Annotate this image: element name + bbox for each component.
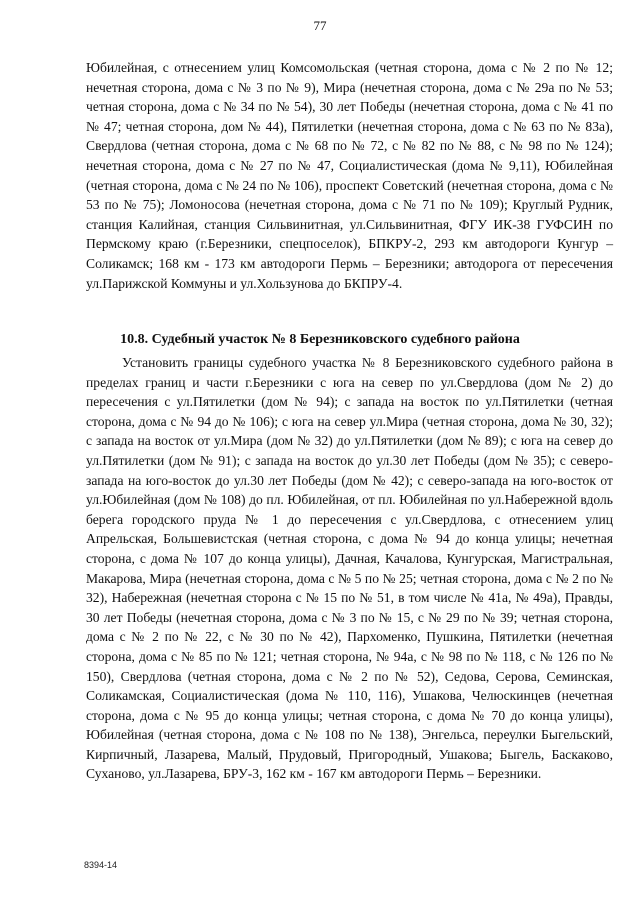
page-number: 77 xyxy=(313,18,327,33)
continued-paragraph: Юбилейная, с отнесением улиц Комсомольская (четная сторона, дома с № 2 по № 12; нечетная сторона, дома с № 3 по № 9), Мира (нечетная сторона, дома с № 29а по № 53; четная сторона, дома с № 34 по № 54), 30 лет Победы (нечетная сторона, дома с № 41 по № 47; четная сторона, дом № 44), Пятилетки (нечетная сторона, дома с № 63 по № 83а), Свердлова (четная сторона, дома с № 68 по № 72, с № 82 по № 88, с № 98 по № 124); нечетная сторона, дома с № 27 по № 47, Социалистическая (дома № 9,11), Юбилейная (четная сторона, дома с № 24 по № 106), проспект Советский (нечетная сторона, дома с № 53 по № 75); Ломоносова (нечетная сторона, дома с № 71 по № 109); Круглый Рудник, станция Калийная, станция Сильвинитная, ул.Сильвинитная, ФГУ ИК-38 ГУФСИН по Пермскому краю (г.Березники, спецпоселок), БПКРУ-2, 293 км автодороги Кунгур – Соликамск; 168 км - 173 км автодороги Пермь – Березники; автодорога от пересечения ул.Парижской Коммуны и ул.Хользунова до БКПРУ-4. xyxy=(86,60,613,291)
section-paragraph: Установить границы судебного участка № 8 Березниковского судебного района в пределах границ и части г.Березники с юга на север по ул.Свердлова (дом № 2) до пересечения с ул.Пятилетки (дом № 94); с запада на восток по ул.Пятилетки (четная сторона, дома с № 94 до № 106); с юга на север ул.Мира (четная сторона, дома № 30, 32); с запада на восток от ул.Мира (дом № 32) до ул.Пятилетки (дом № 89); с юга на север до ул.Пятилетки (дом № 91); с запада на восток до ул.30 лет Победы (дом № 35); с северо-запада на юго-восток до ул.30 лет Победы (дом № 42); с северо-запада на юго-восток от ул.Юбилейная (дом № 108) до пл. Юбилейная, от пл. Юбилейная по ул.Набережной вдоль берега городского пруда № 1 до пересечения с ул.Свердлова, с отнесением улиц Апрельская, Большевистская (четная сторона, с дома № 94 до конца улицы; нечетная сторона, с дома № 107 до конца улицы), Дачная, Качалова, Кунгурская, Магистральная, Макарова, Мира (нечетная сторона, дома с № 5 по № 25; четная сторона, дома с № 2 по № 32), Набережная (нечетная сторона с № 15 по № 51, в том числе № 41а, № 49а), Правды, 30 лет Победы (нечетная сторона, дома с № 3 по № 15, с № 29 по № 39; четная сторона, дома с № 2 по № 22, с № 30 по № 42), Пархоменко, Пушкина, Пятилетки (нечетная сторона, дома с № 85 по № 121; четная сторона, № 94а, с № 98 по № 118, с № 126 по № 150), Свердлова (четная сторона, дома с № 2 по № 52), Седова, Серова, Семинская, Соликамская, Социалистическая (дома № 110, 116), Ушакова, Челюскинцев (нечетная сторона, дома с № 95 до конца улицы; четная сторона, с дома № 70 до конца улицы), Юбилейная (четная сторона, дома с № 108 по № 138), Энгельса, переулки Быгельский, Кирпичный, Лазарева, Малый, Прудовый, Пригородный, Ушакова; Быгель, Баскаково, Суханово, ул.Лазарева, БРУ-3, 162 км - 167 км автодороги Пермь – Березники. xyxy=(86,355,613,782)
document-code: 8394-14 xyxy=(84,860,118,870)
section-heading: 10.8. Судебный участок № 8 Березниковского судебного района xyxy=(120,332,520,347)
